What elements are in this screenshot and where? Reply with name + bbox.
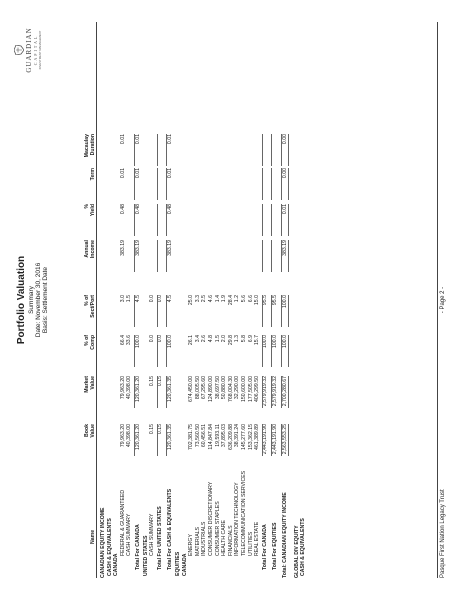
- table-row: [175, 0, 181, 600]
- row-value--of-sect-port: 0.0: [149, 295, 156, 303]
- row-value-macaulay-duration: 0.01: [134, 134, 141, 145]
- row-value-book-value: 2,563,553.25: [281, 424, 288, 455]
- table-row: [208, 0, 214, 600]
- row-value-market-value: 0.15: [149, 376, 156, 387]
- row-value--of-comp: 15.7: [254, 335, 261, 346]
- row-value--of-sect-port: 4.6: [208, 295, 214, 303]
- table-row: [262, 0, 268, 600]
- total-rule: [281, 376, 282, 408]
- row-value-book-value: 0.15: [157, 424, 164, 435]
- total-rule: [134, 295, 135, 327]
- table-row: [188, 0, 194, 600]
- table-row: [241, 0, 247, 600]
- row-value--yield: 0.01: [281, 204, 288, 215]
- total-rule: [166, 240, 167, 272]
- total-rule: [288, 295, 289, 327]
- row-value-market-value: 150,600.00: [241, 376, 247, 402]
- column-header-6-line-2: Income: [89, 240, 96, 259]
- total-rule: [281, 240, 282, 272]
- row-label: CONSUMER DISCRETIONARY: [208, 481, 214, 556]
- row-value-macaulay-duration: 0.01: [166, 134, 173, 145]
- row-value-market-value: 2,700,280.67: [281, 376, 288, 407]
- row-label: REAL ESTATE: [254, 521, 261, 556]
- row-value--of-sect-port: 28.4: [227, 295, 234, 306]
- total-rule: [166, 134, 167, 166]
- row-label: EQUITIES: [175, 551, 181, 576]
- row-value--of-comp: 2.6: [201, 335, 208, 343]
- row-value--of-sect-port: 2.5: [201, 295, 208, 303]
- total-rule: [288, 168, 289, 200]
- total-rule: [271, 376, 272, 408]
- row-label: UTILITIES: [247, 531, 254, 556]
- row-value-macaulay-duration: 0.01: [119, 134, 126, 145]
- table-row: [300, 0, 306, 600]
- table-row: [120, 0, 126, 600]
- column-header-7-line-1: %: [83, 204, 90, 209]
- report-subtitle: Summary: [28, 286, 35, 314]
- table-row: [282, 0, 288, 600]
- row-value-term: 0.01: [119, 168, 126, 179]
- row-value--of-comp: 5.8: [241, 335, 247, 343]
- total-rule: [166, 295, 167, 327]
- row-value--yield: 0.48: [134, 204, 141, 215]
- total-rule: [288, 376, 289, 408]
- row-value-market-value: 177,505.00: [247, 376, 254, 402]
- row-label: CONSUMER STAPLES: [214, 501, 221, 556]
- total-rule: [134, 134, 135, 166]
- total-rule: [262, 204, 263, 236]
- total-rule: [262, 376, 263, 408]
- table-row: [135, 0, 141, 600]
- total-rule: [288, 335, 289, 367]
- row-value-market-value: 2,579,919.32: [262, 376, 269, 407]
- row-value--of-comp: 2.0: [221, 335, 228, 343]
- row-value--of-sect-port: 5.6: [241, 295, 247, 303]
- row-value-book-value: 60,456.51: [201, 424, 208, 448]
- row-value-book-value: 153,362.15: [247, 424, 254, 450]
- row-value-term: 0.00: [281, 168, 288, 179]
- column-header-2-line-2: Value: [89, 424, 96, 438]
- total-rule: [281, 204, 282, 236]
- table-row: [143, 0, 149, 600]
- table-row: [157, 0, 163, 600]
- total-rule: [281, 295, 282, 327]
- table-row: [221, 0, 227, 600]
- guardian-logo: [14, 22, 46, 78]
- table-row: [113, 0, 119, 600]
- row-value-market-value: 124,890.00: [208, 376, 214, 402]
- row-label: INFORMATION TECHNOLOGY: [234, 482, 241, 556]
- total-rule: [281, 134, 282, 166]
- row-label: UNITED STATES: [142, 535, 149, 576]
- total-rule: [157, 134, 158, 166]
- column-header-4-line-1: % of: [83, 335, 90, 346]
- total-rule: [157, 168, 158, 200]
- logo-tagline: INVESTMENT MANAGEMENT: [38, 30, 42, 70]
- table-row: [126, 0, 132, 600]
- row-value-market-value: 67,295.60: [201, 376, 208, 400]
- table-row: [100, 0, 106, 600]
- row-value--of-sect-port: 0.0: [157, 295, 164, 303]
- total-rule: [271, 168, 272, 200]
- row-value--of-sect-port: 6.6: [247, 295, 254, 303]
- row-value-book-value: 636,209.88: [227, 424, 234, 450]
- total-rule: [166, 376, 167, 408]
- row-value-book-value: 40,398.00: [126, 424, 133, 448]
- footer-rule: [437, 22, 438, 578]
- row-value-annual-income: 383.19: [281, 240, 288, 256]
- row-value-annual-income: 383.19: [134, 240, 141, 256]
- row-value-book-value: 145,277.60: [241, 424, 247, 450]
- total-rule: [166, 168, 167, 200]
- row-value-book-value: 120,361.20: [134, 424, 141, 450]
- row-value--of-sect-port: 15.0: [254, 295, 261, 306]
- row-label: ENERGY: [188, 534, 195, 556]
- row-label: Total For CANADA: [262, 524, 269, 570]
- table-row: [107, 0, 113, 600]
- row-label: FINANCIALS: [227, 525, 234, 556]
- report-basis: Basis: Settlement Date: [42, 266, 49, 334]
- row-value-market-value: 50,880.00: [221, 376, 228, 400]
- row-value--of-comp: 100.0: [134, 335, 141, 348]
- row-value-annual-income: 383.19: [119, 240, 126, 256]
- row-value--of-sect-port: 3.3: [194, 295, 201, 303]
- report-date: Date: November 30, 2016: [35, 262, 42, 338]
- row-value-market-value: 79,963.20: [119, 376, 126, 400]
- row-label: Total For CANADA: [134, 524, 141, 570]
- total-rule: [134, 335, 135, 367]
- column-header-3-line-2: Value: [89, 376, 96, 390]
- row-value-book-value: 2,443,191.90: [262, 424, 269, 455]
- table-row: [254, 0, 260, 600]
- row-value--of-comp: 0.0: [157, 335, 164, 343]
- total-rule: [262, 295, 263, 327]
- row-value-book-value: 461,389.89: [254, 424, 261, 450]
- column-header-6-line-1: Annual: [83, 240, 90, 258]
- row-value--of-comp: 3.4: [194, 335, 201, 343]
- row-value--of-comp: 100.0: [166, 335, 173, 348]
- total-rule: [271, 134, 272, 166]
- row-value-market-value: 768,004.30: [227, 376, 234, 402]
- row-value--of-sect-port: 95.5: [262, 295, 269, 306]
- row-value-market-value: 88,005.50: [194, 376, 201, 400]
- total-rule: [134, 240, 135, 272]
- total-rule: [271, 240, 272, 272]
- row-value-market-value: 0.15: [157, 376, 164, 387]
- row-label: CANADIAN EQUITY INCOME: [100, 507, 106, 578]
- row-value--of-comp: 1.5: [214, 335, 221, 343]
- total-rule: [157, 335, 158, 367]
- row-label: GLOBAL DIV EQUITY: [293, 525, 300, 578]
- row-value-book-value: 37,895.03: [221, 424, 228, 448]
- row-value-market-value: 120,361.20: [134, 376, 141, 402]
- total-rule: [166, 335, 167, 367]
- row-label: Total For UNITED STATES: [157, 506, 164, 570]
- row-value-book-value: 19,593.11: [214, 424, 221, 447]
- row-value-term: 0.01: [166, 168, 173, 179]
- row-value-term: 0.01: [134, 168, 141, 179]
- row-value--of-sect-port: 1.2: [234, 295, 241, 303]
- row-value--yield: 0.48: [119, 204, 126, 215]
- column-header-8-line-1: Term: [89, 168, 96, 181]
- table-row: [167, 0, 173, 600]
- row-label: CASH & EQUIVALENTS: [300, 518, 307, 576]
- row-value--of-comp: 100.0: [281, 335, 288, 348]
- table-row: [228, 0, 234, 600]
- row-value-book-value: 73,560.50: [194, 424, 201, 448]
- row-value-market-value: 120,361.35: [166, 376, 173, 402]
- row-label: CANADA: [181, 553, 188, 576]
- total-rule: [281, 335, 282, 367]
- total-rule: [288, 204, 289, 236]
- total-rule: [157, 376, 158, 408]
- row-value-book-value: 702,381.75: [188, 424, 195, 450]
- shield-crest-icon: [14, 45, 24, 55]
- total-rule: [262, 134, 263, 166]
- row-label: Total For CASH & EQUIVALENTS: [166, 488, 173, 570]
- row-value-market-value: 2,579,919.32: [271, 376, 278, 407]
- total-rule: [271, 204, 272, 236]
- row-value-market-value: 32,290.00: [234, 376, 241, 400]
- row-value--of-sect-port: 100.0: [281, 295, 288, 308]
- total-rule: [281, 168, 282, 200]
- row-label: CASH SUMMARY: [126, 513, 133, 556]
- total-rule: [271, 424, 272, 456]
- column-header-7-line-2: Yield: [89, 204, 96, 217]
- row-value--of-sect-port: 95.5: [271, 295, 278, 306]
- row-label: CANADA: [113, 553, 120, 576]
- row-value-book-value: 114,847.84: [208, 424, 214, 450]
- total-rule: [262, 168, 263, 200]
- row-label: CASH & EQUIVALENTS: [106, 518, 113, 576]
- row-value--of-comp: 100.0: [262, 335, 269, 348]
- total-rule: [288, 134, 289, 166]
- total-rule: [134, 376, 135, 408]
- table-row: [195, 0, 201, 600]
- row-value--of-sect-port: 4.5: [134, 295, 141, 303]
- total-rule: [134, 424, 135, 456]
- table-row: [248, 0, 254, 600]
- column-header-9-line-1: Macaulay: [83, 134, 90, 158]
- row-value--of-sect-port: 1.5: [126, 295, 133, 303]
- total-rule: [166, 424, 167, 456]
- table-row: [234, 0, 240, 600]
- row-value--of-comp: 66.4: [119, 335, 126, 346]
- total-rule: [157, 204, 158, 236]
- total-rule: [271, 335, 272, 367]
- row-label: FEDERAL & GUARANTEED: [119, 489, 126, 556]
- column-header-4-line-2: Comp: [89, 335, 96, 350]
- row-value-market-value: 406,299.50: [254, 376, 261, 402]
- total-rule: [134, 204, 135, 236]
- row-value--of-comp: 29.8: [227, 335, 234, 346]
- column-header-5-line-1: % of: [83, 295, 90, 306]
- row-value--of-comp: 100.0: [271, 335, 278, 348]
- row-value-book-value: 2,443,191.90: [271, 424, 278, 455]
- row-value-book-value: 120,361.35: [166, 424, 173, 450]
- total-rule: [166, 204, 167, 236]
- row-value-market-value: 40,398.00: [126, 376, 133, 400]
- row-label: Total For EQUITIES: [271, 522, 278, 570]
- total-rule: [281, 424, 282, 456]
- column-header-1-line-1: Name: [89, 529, 96, 544]
- table-row: [215, 0, 221, 600]
- total-rule: [157, 295, 158, 327]
- table-row: [294, 0, 300, 600]
- logo-sub: CAPITAL: [33, 34, 38, 66]
- total-rule: [157, 240, 158, 272]
- row-value-book-value: 79,963.20: [119, 424, 126, 448]
- row-value--of-sect-port: 1.4: [214, 295, 221, 303]
- column-header-9-line-2: Duration: [89, 134, 96, 156]
- row-label: Total: CANADIAN EQUITY INCOME: [281, 492, 288, 578]
- row-label: HEALTH CARE: [221, 520, 228, 556]
- table-row: [182, 0, 188, 600]
- row-value-book-value: 0.15: [149, 424, 156, 435]
- total-rule: [262, 424, 263, 456]
- total-rule: [288, 240, 289, 272]
- column-header-2-line-1: Book: [83, 424, 90, 437]
- row-label: INDUSTRIALS: [201, 521, 208, 556]
- row-value-annual-income: 383.19: [166, 240, 173, 256]
- row-value--of-sect-port: 3.0: [119, 295, 126, 303]
- footer-account-name: Pasque First Nation Legacy Trust: [440, 489, 446, 578]
- footer-page-number: - Page 2 -: [440, 286, 446, 314]
- row-value-macaulay-duration: 0.00: [281, 134, 288, 145]
- row-value--yield: 0.48: [166, 204, 173, 215]
- total-rule: [262, 335, 263, 367]
- row-label: TELECOMMUNICATION SERVICES: [241, 470, 247, 556]
- table-row: [149, 0, 155, 600]
- column-header-3-line-1: Market: [83, 376, 90, 393]
- total-rule: [157, 424, 158, 456]
- row-value--of-comp: 33.6: [126, 335, 133, 346]
- report-title: Portfolio Valuation: [16, 255, 27, 345]
- row-value--of-comp: 1.3: [234, 335, 241, 343]
- row-label: MATERIALS: [194, 526, 201, 556]
- row-value--of-comp: 0.0: [149, 335, 156, 343]
- column-header-5-line-2: Sect/Port: [89, 295, 96, 318]
- row-value--of-sect-port: 4.5: [166, 295, 173, 303]
- table-row: [272, 0, 278, 600]
- logo-name: GUARDIAN: [25, 27, 33, 73]
- total-rule: [271, 295, 272, 327]
- total-rule: [134, 168, 135, 200]
- row-value--of-sect-port: 25.0: [188, 295, 195, 306]
- row-value--of-comp: 26.1: [188, 335, 195, 346]
- row-label: CASH SUMMARY: [149, 513, 156, 556]
- row-value-market-value: 38,697.50: [214, 376, 221, 400]
- total-rule: [262, 240, 263, 272]
- header-rule: [96, 22, 97, 578]
- row-value-market-value: 674,450.00: [188, 376, 195, 402]
- row-value--of-comp: 6.9: [247, 335, 254, 343]
- row-value-book-value: 38,391.24: [234, 424, 241, 448]
- row-value--of-comp: 4.8: [208, 335, 214, 343]
- row-value--of-sect-port: 1.9: [221, 295, 228, 303]
- total-rule: [288, 424, 289, 456]
- table-row: [201, 0, 207, 600]
